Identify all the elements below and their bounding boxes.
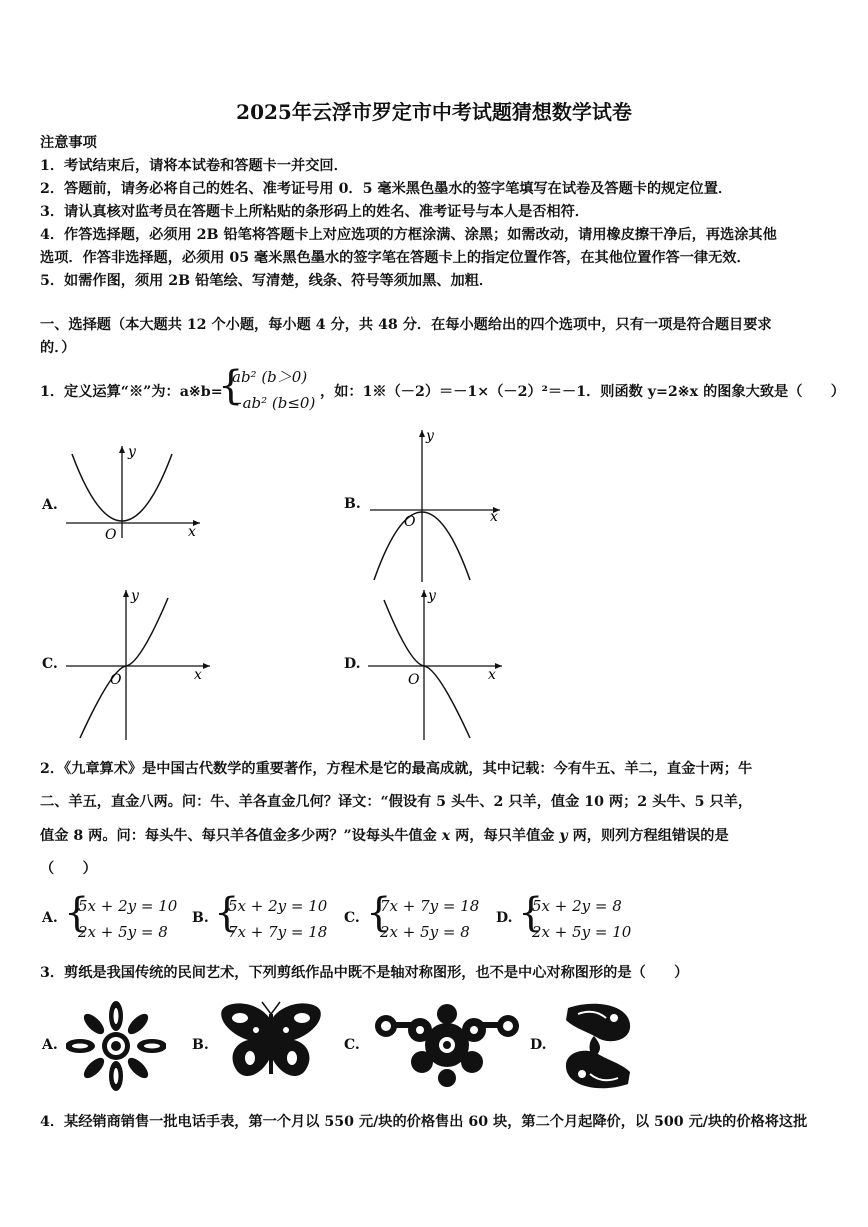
q1-option-c: C. (42, 656, 58, 672)
section-heading-cont: 的．） (40, 340, 76, 356)
q1-graph-b (362, 424, 512, 584)
q2-option-b-brace: { (214, 890, 240, 936)
q2-line3 (40, 825, 729, 845)
page-title: 2025年云浮市罗定市中考试题猜想数学试卷 (236, 100, 632, 124)
q2-option-b-eq1: 5x + 2y = 10 (228, 897, 328, 915)
q1-graph-a-y-label: y (128, 444, 136, 460)
notice-item: 1．考试结束后，请将本试卷和答题卡一并交回． (40, 158, 348, 174)
q1-graph-c (60, 586, 220, 742)
q3-option-b: B. (192, 1037, 209, 1053)
q3-papercut-flower-c (372, 1000, 522, 1090)
q1-prefix: 1．定义运算“※”为：a※b= (40, 384, 223, 400)
q1-graph-b-origin: O (404, 514, 416, 530)
q3-papercut-flower-a (66, 1000, 166, 1092)
q1-graph-c-y-label: y (131, 588, 139, 604)
q1-graph-c-x-label: x (194, 667, 202, 683)
q1-case2: −ab² (b≤0) (230, 394, 316, 412)
q1-case1: ab² (b＞0) (232, 368, 308, 386)
q3-option-a: A. (42, 1037, 58, 1053)
q2-option-c-eq1: 7x + 7y = 18 (380, 897, 480, 915)
q2-line3-part3: 两，则列方程组错误的是 (567, 828, 729, 844)
q1-graph-a (60, 438, 210, 548)
q3-papercut-butterfly-b (218, 1000, 324, 1086)
q3-option-c: C. (344, 1037, 360, 1053)
q2-line2: 二、羊五，直金八两。问：牛、羊各直金几何？译文：“假设有 5 头牛、2 只羊，值金 10 两；2 头牛、5 只羊， (40, 794, 753, 810)
q2-option-d-eq1: 5x + 2y = 8 (532, 897, 622, 915)
q1-option-a: A. (42, 497, 58, 513)
q1-brace: { (218, 363, 244, 409)
q2-option-b-eq2: 7x + 7y = 18 (228, 923, 328, 941)
notice-item: 5．如需作图，须用 2B 铅笔绘、写清楚，线条、符号等须加黑、加粗． (40, 273, 494, 289)
q1-graph-d-x-label: x (488, 667, 496, 683)
notice-item: 2．答题前，请务必将自己的姓名、准考证号用 0．5 毫米黑色墨水的签字笔填写在试卷及答题卡的规定位置． (40, 181, 733, 197)
q1-graph-a-x-label: x (188, 524, 196, 540)
q2-option-a-eq2: 2x + 5y = 8 (78, 923, 168, 941)
q2-option-d-eq2: 2x + 5y = 10 (532, 923, 632, 941)
q1-suffix: ，如：1※（－2）＝－1×（－2）²＝－1．则函数 y=2※x 的图象大致是（ ） (320, 384, 845, 400)
q2-option-b-label: B. (192, 910, 209, 926)
q4-text: 4．某经销商销售一批电话手表，第一个月以 550 元/块的价格售出 60 块，第二个月起降价，以 500 元/块的价格将这批 (40, 1114, 808, 1130)
q2-option-d-label: D. (496, 910, 513, 926)
q2-option-d-brace: { (518, 890, 544, 936)
q2-line3-part1: 值金 8 两。问：每头牛、每只羊各值金多少两？”设每头牛值金 (40, 828, 442, 844)
notice-heading: 注意事项 (40, 135, 97, 151)
q2-option-a-eq1: 5x + 2y = 10 (78, 897, 178, 915)
notice-item: 3．请认真核对监考员在答题卡上所粘贴的条形码上的姓名、准考证号与本人是否相符． (40, 204, 589, 220)
q2-option-a-brace: { (64, 890, 90, 936)
q2-line1: 2．《九章算术》是中国古代数学的重要著作，方程术是它的最高成就，其中记载：今有牛五、羊二，直金十两；牛 (40, 761, 753, 777)
q1-graph-a-origin: O (105, 527, 117, 543)
q1-graph-d (362, 586, 512, 742)
q1-graph-c-origin: O (110, 672, 122, 688)
q1-option-d: D. (344, 656, 361, 672)
notice-item: 选项．作答非选择题，必须用 05 毫米黑色墨水的签字笔在答题卡上的指定位置作答，在其他位置作答一律无效． (40, 250, 751, 266)
q3-papercut-fish-d (558, 998, 638, 1094)
q1-graph-d-origin: O (408, 672, 420, 688)
q3-text: 3．剪纸是我国传统的民间艺术，下列剪纸作品中既不是轴对称图形，也不是中心对称图形的是（ ） (40, 965, 689, 981)
q2-var-x: x (441, 828, 451, 844)
q2-option-c-label: C. (344, 910, 360, 926)
q2-option-a-label: A. (42, 910, 58, 926)
notice-item: 4．作答选择题，必须用 2B 铅笔将答题卡上对应选项的方框涂满、涂黑；如需改动，请用橡皮擦干净后，再选涂其他 (40, 227, 777, 243)
q2-option-c-eq2: 2x + 5y = 8 (380, 923, 470, 941)
q2-option-c-brace: { (366, 890, 392, 936)
q2-line3-part2: 两，每只羊值金 (450, 828, 560, 844)
q1-graph-d-y-label: y (428, 588, 436, 604)
q2-var-y: y (559, 828, 568, 844)
section-heading: 一、选择题（本大题共 12 个小题，每小题 4 分，共 48 分．在每小题给出的四个选项中，只有一项是符合题目要求 (40, 317, 772, 333)
q2-line4: （ ） (40, 861, 97, 877)
q1-graph-b-x-label: x (490, 509, 498, 525)
q1-option-b: B. (344, 496, 361, 512)
q1-graph-b-y-label: y (426, 428, 434, 444)
q3-option-d: D. (530, 1037, 547, 1053)
